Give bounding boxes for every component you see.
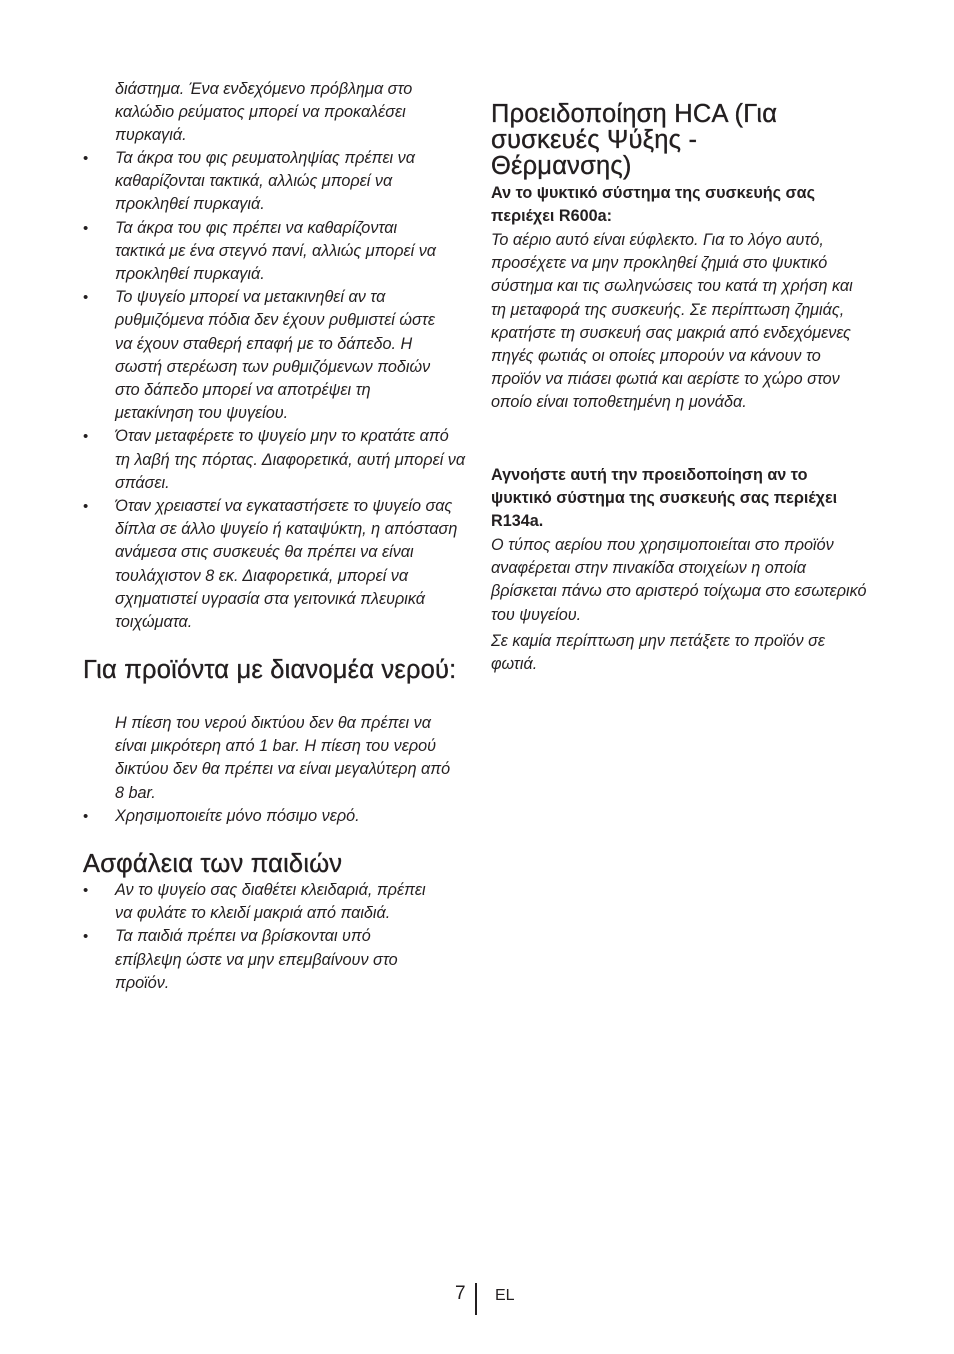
list-item — [83, 925, 467, 995]
r600a-warning-text: Το αέριο αυτό είναι εύφλεκτο. Για το λόγο αυτό, προσέχετε να μην προκληθεί ζημιά στο ψυκτικό σύστημα και τις σωληνώσεις του κατά τη χρήση και τη μεταφορά της συσκευής. Σε περίπτωση ζημιάς, κρατήστε τη συσκευή σας μακριά από ενδεχόμενες πηγές φωτιάς οι οποίες μπορούν να κάνουν το προϊόν να πιάσει φωτιά και αερίστε το χώρο στον οποίο είναι τοποθετημένη η μονάδα. — [491, 231, 853, 412]
bullet-icon: • — [83, 150, 89, 167]
water-bullet-list — [83, 805, 467, 828]
page-number: 7 — [455, 1283, 466, 1304]
bullet-icon: • — [83, 289, 89, 307]
page-footer — [0, 1281, 954, 1315]
list-item-text: Τα άκρα του φις πρέπει να καθαρίζονται τακτικά με ένα στεγνό πανί, αλλιώς μπορεί να προκληθεί πυρκαγιά. — [115, 218, 437, 284]
bullet-icon: • — [83, 219, 89, 237]
list-item — [83, 805, 467, 828]
list-item — [83, 495, 467, 634]
hca-warning-heading: Προειδοποίηση HCA (Για συσκευές Ψύξης - Θέρμανσης) — [491, 100, 778, 180]
list-item — [83, 147, 467, 217]
bullet-icon: • — [83, 808, 89, 825]
list-item-text: Όταν χρειαστεί να εγκαταστήσετε το ψυγείο σας δίπλα σε άλλο ψυγείο ή καταψύκτη, η απόσταση ανάμεσα στις συσκευές θα πρέπει να είναι τουλάχιστον 8 εκ. Διαφορετικά, μπορεί να σχηματιστεί υγρασία στα γειτονικά πλευρικά τοιχώματα. — [115, 497, 458, 632]
list-item-text: Το ψυγείο μπορεί να μετακινηθεί αν τα ρυθμιζόμενα πόδια δεν έχουν ρυθμιστεί ώστε να έχουν σταθερή επαφή με το δάπεδο. Η σωστή στερέωση των ρυθμιζόμενων ποδιών στο δάπεδο μπορεί να αποτρέψει τη μετακίνηση του ψυγείου. — [115, 288, 435, 423]
water-pressure-text: Η πίεση του νερού δικτύου δεν θα πρέπει να είναι μικρότερη από 1 bar. Η πίεση του νερού δικτύου δεν θα πρέπει να είναι μεγαλύτερη από 8 bar. — [115, 714, 451, 802]
safety-bullet-list — [83, 147, 467, 634]
list-item — [83, 217, 467, 287]
r600a-bold-text: Αν το ψυκτικό σύστημα της συσκευής σας περιέχει R600a: — [491, 184, 815, 226]
list-item-text: Όταν μεταφέρετε το ψυγείο μην το κρατάτε από τη λαβή της πόρτας. Διαφορετικά, αυτή μπορεί να σπάσει. — [115, 427, 466, 492]
list-item — [83, 425, 467, 495]
list-item — [83, 879, 467, 925]
gas-type-text: Ο τύπος αερίου που χρησιμοποιείται στο προϊόν αναφέρεται στην πινακίδα στοιχείων η οποία βρίσκεται πάνω στο αριστερό τοίχωμα στο εσωτερικό του ψυγείου. — [491, 536, 867, 624]
bullet-icon: • — [83, 882, 89, 899]
list-item-text: Τα άκρα του φις ρευματοληψίας πρέπει να καθαρίζονται τακτικά, αλλιώς μπορεί να προκληθεί πυρκαγιά. — [115, 149, 415, 214]
child-safety-bullet-list — [83, 879, 467, 995]
bullet-icon: • — [83, 428, 89, 446]
bullet-icon: • — [83, 498, 89, 516]
footer-divider — [475, 1283, 477, 1315]
list-item — [83, 286, 467, 425]
list-item-text: Τα παιδιά πρέπει να βρίσκονται υπό επίβλεψη ώστε να μην επεμβαίνουν στο προϊόν. — [115, 927, 398, 992]
list-item-text: Αν το ψυγείο σας διαθέτει κλειδαριά, πρέπει να φυλάτε το κλειδί μακριά από παιδιά. — [115, 881, 426, 923]
child-safety-heading: Ασφάλεια των παιδιών — [83, 850, 343, 878]
water-dispenser-heading: Για προϊόντα με διανομέα νερού: — [83, 656, 457, 684]
r134a-bold-text: Αγνοήστε αυτή την προειδοποίηση αν το ψυκτικό σύστημα της συσκευής σας περιέχει R134a. — [491, 466, 838, 531]
list-item-text: Χρησιμοποιείτε μόνο πόσιμο νερό. — [115, 807, 360, 825]
bullet-icon: • — [83, 928, 89, 946]
fire-warning-text: Σε καμία περίπτωση μην πετάξετε το προϊόν σε φωτιά. — [491, 632, 825, 674]
language-code: EL — [495, 1287, 515, 1304]
intro-continuation: διάστημα. Ένα ενδεχόμενο πρόβλημα στο καλώδιο ρεύματος μπορεί να προκαλέσει πυρκαγιά. — [115, 80, 413, 145]
